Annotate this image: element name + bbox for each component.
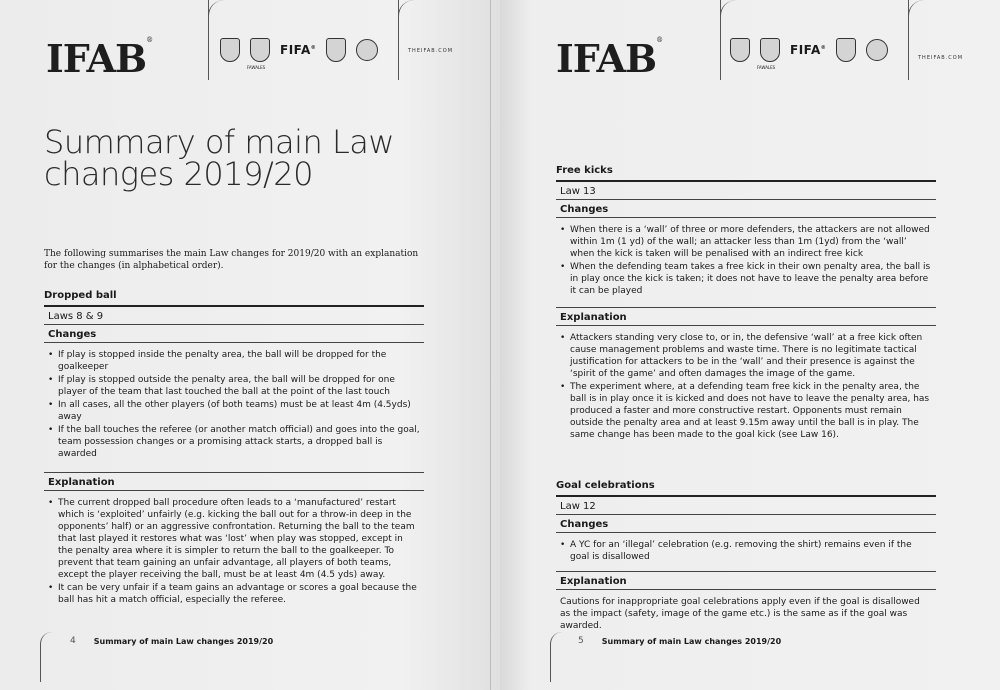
list-item: • If play is stopped inside the penalty area, the ball will be dropped for the goalkeeper	[48, 349, 420, 373]
booklet-gutter	[490, 0, 491, 690]
law-reference: Law 12	[556, 497, 936, 515]
wales-crest-icon: FAWALES	[250, 38, 270, 62]
brand-divider	[908, 0, 909, 80]
list-item: • It can be very unfair if a team gains an advantage or scores a goal because the ball has hit a match official, especially the referee.	[48, 582, 420, 606]
explanation-heading: Explanation	[556, 571, 936, 590]
footer-title: Summary of main Law changes 2019/20	[93, 636, 274, 646]
list-item: • Attackers standing very close to, or in, the defensive ‘wall’ at a free kick often cause management problems and waste time. There is no legitimate tactical justification for attackers to be in the ‘wall’ and their presence is against the ‘spirit of the game’ and often damages the image of the game.	[560, 332, 932, 380]
list-item: • If play is stopped outside the penalty area, the ball will be dropped for one player of the team that last touched the ball at the point of the last touch	[48, 374, 420, 398]
brand-divider	[720, 0, 721, 80]
changes-list	[556, 533, 936, 563]
scotland-crest-icon	[326, 38, 346, 62]
explanation-heading: Explanation	[44, 472, 424, 491]
changes-list	[556, 218, 936, 297]
northern-ireland-crest-icon	[356, 39, 378, 61]
explanation-list	[556, 326, 936, 441]
list-item: • When there is a ‘wall’ of three or more defenders, the attackers are not allowed within 1m (1 yd) of the wall; an attacker less than 1m (1yd) from the ‘wall’ when the kick is taken will be penalised with an indirect free kick	[560, 224, 932, 260]
page-title: Summary of main Law changes 2019/20	[44, 123, 395, 193]
intro-paragraph: The following summarises the main Law changes for 2019/20 with an explanation for the changes (in alphabetical order).	[44, 249, 419, 271]
page-number: 5	[578, 636, 584, 646]
explanation-text: Cautions for inappropriate goal celebrations apply even if the goal is disallowed as the impact (safety, image of the game etc.) is the same as if the goal was awarded.	[560, 597, 920, 631]
section-heading: Dropped ball	[44, 290, 424, 307]
brand-divider	[208, 0, 209, 80]
changes-heading: Changes	[556, 515, 936, 533]
fifa-logo: FIFA®	[790, 43, 827, 57]
ifab-logo: IFAB®	[556, 36, 663, 81]
law-reference: Laws 8 & 9	[44, 307, 424, 325]
page-footer	[578, 636, 781, 646]
explanation-heading: Explanation	[556, 307, 936, 326]
explanation-list	[44, 491, 424, 606]
section-heading: Free kicks	[556, 165, 936, 182]
list-item: • The current dropped ball procedure often leads to a ‘manufactured’ restart which is ‘exploited’ unfairly (e.g. kicking the ball out for a throw-in deep in the opponents’ half) or an aggressive confrontation. Returning the ball to the team that last played it restores what was ‘lost’ when play was stopped, except in the penalty area where it is simpler to return the ball to the goalkeeper. To prevent that team gaining an unfair advantage, all players of both teams, except the player receiving the ball, must be at least 4m (4.5 yds) away.	[48, 497, 420, 581]
goal-celebrations-section	[556, 480, 936, 632]
changes-list	[44, 343, 424, 460]
list-item: • When the defending team takes a free kick in their own penalty area, the ball is in play once the kick is taken; it does not have to leave the penalty area before it can be played	[560, 261, 932, 297]
northern-ireland-crest-icon	[866, 39, 888, 61]
dropped-ball-section	[44, 290, 424, 607]
page-number: 4	[70, 636, 76, 646]
law-reference: Law 13	[556, 182, 936, 200]
footer-title: Summary of main Law changes 2019/20	[601, 636, 782, 646]
right-page	[500, 0, 1000, 690]
list-item: • In all cases, all the other players (of both teams) must be at least 4m (4.5yds) away	[48, 399, 420, 423]
changes-heading: Changes	[556, 200, 936, 218]
footer-bracket	[550, 632, 562, 682]
free-kicks-section	[556, 165, 936, 442]
changes-heading: Changes	[44, 325, 424, 343]
list-item: • A YC for an ‘illegal’ celebration (e.g. removing the shirt) remains even if the goal is disallowed	[560, 539, 932, 563]
page-footer	[70, 636, 273, 646]
association-crests	[730, 38, 888, 70]
footer-bracket	[40, 632, 52, 682]
england-crest-icon	[220, 38, 240, 62]
england-crest-icon	[730, 38, 750, 62]
list-item: • If the ball touches the referee (or another match official) and goes into the goal, team possession changes or a promising attack starts, a dropped ball is awarded	[48, 424, 420, 460]
association-crests	[220, 38, 378, 70]
ifab-logo: IFAB®	[46, 36, 153, 81]
fifa-logo: FIFA®	[280, 43, 317, 57]
website-label: THEIFAB.COM	[408, 48, 454, 54]
section-heading: Goal celebrations	[556, 480, 936, 497]
scotland-crest-icon	[836, 38, 856, 62]
website-label: THEIFAB.COM	[918, 55, 964, 61]
wales-crest-icon: FAWALES	[760, 38, 780, 62]
brand-divider	[398, 0, 399, 80]
list-item: • The experiment where, at a defending team free kick in the penalty area, the ball is in play once it is kicked and does not have to leave the penalty area, has produced a faster and more constructive restart. Opponents must remain outside the penalty area and at least 9.15m away until the ball is in play. The same change has been made to the goal kick (see Law 16).	[560, 381, 932, 441]
